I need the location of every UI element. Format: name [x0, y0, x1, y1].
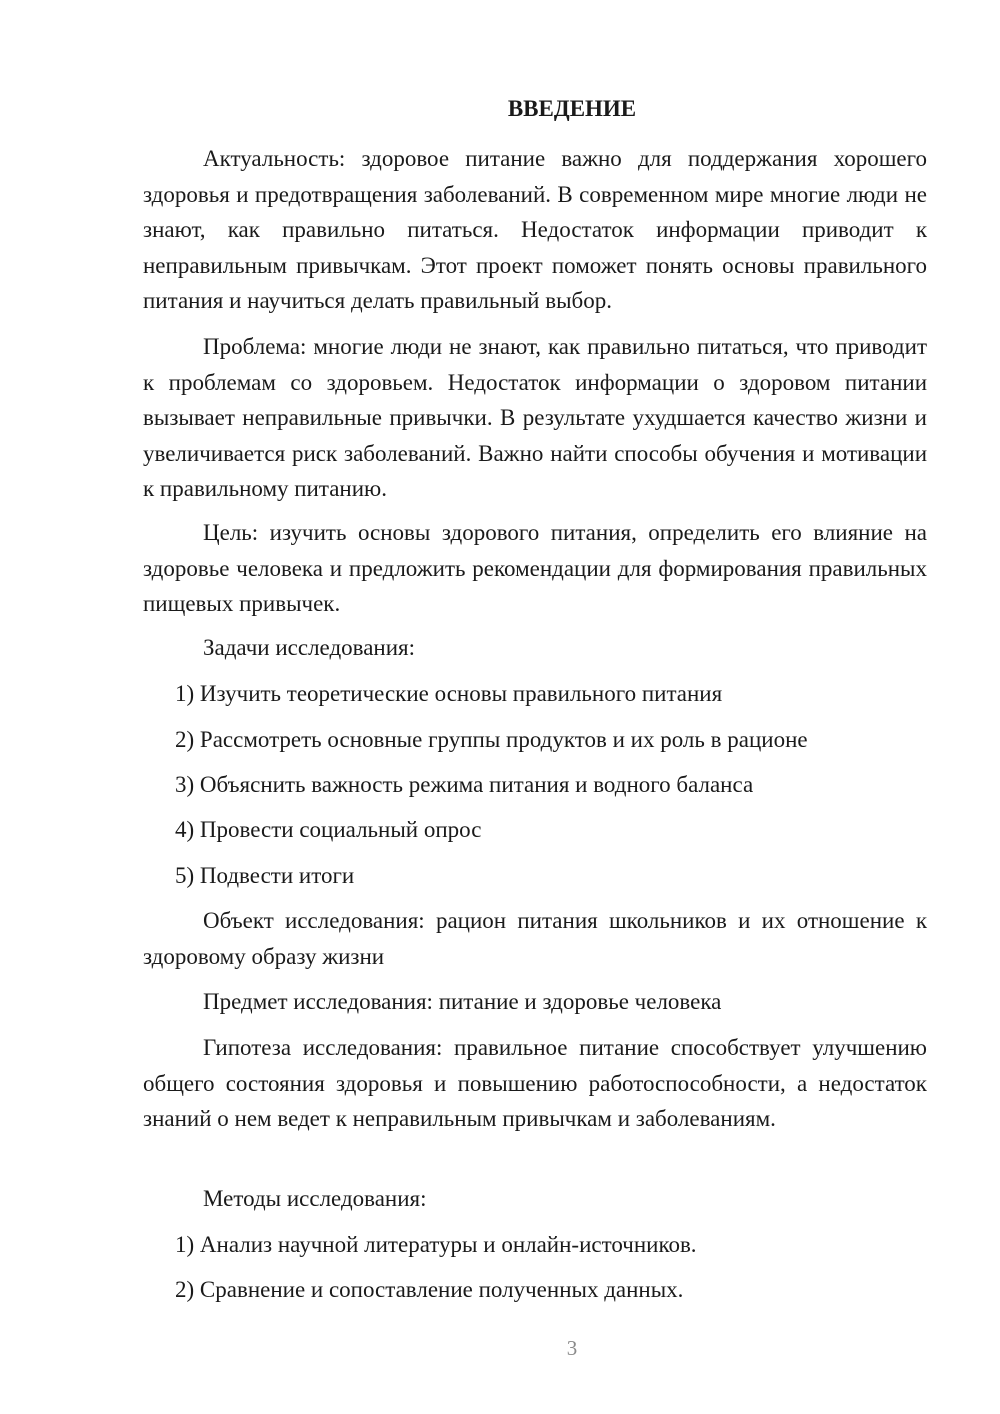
task-item: 2) Рассмотреть основные группы продуктов и их роль в рационе — [175, 727, 808, 752]
subject-line: Предмет исследования: питание и здоровье человека — [203, 989, 722, 1014]
tasks-heading: Задачи исследования: — [203, 635, 416, 660]
page-number: 3 — [566, 1336, 578, 1360]
task-item: 3) Объяснить важность режима питания и водного баланса — [175, 772, 754, 797]
task-item: 4) Провести социальный опрос — [175, 817, 482, 842]
method-item: 1) Анализ научной литературы и онлайн-источников. — [175, 1232, 697, 1257]
problem-paragraph: Проблема: многие люди не знают, как правильно питаться, что приводит к проблемам со здоровьем. Недостаток информации о здоровом питании вызывает неправильные привычки. В результате ухудшается качество жизни и увеличивается риск заболеваний. Важно найти способы обучения и мотивации к правильному питанию. — [143, 334, 927, 502]
hypothesis-paragraph: Гипотеза исследования: правильное питание способствует улучшению общего состояния здоровья и повышению работоспособности, а недостаток знаний о нем ведет к неправильным привычкам и заболеваниям. — [143, 1035, 927, 1132]
method-item: 2) Сравнение и сопоставление полученных данных. — [175, 1277, 684, 1302]
relevance-paragraph: Актуальность: здоровое питание важно для поддержания хорошего здоровья и предотвращения заболеваний. В современном мире многие люди не знают, как правильно питаться. Недостаток информации приводит к неправильным привычкам. Этот проект поможет понять основы правильного питания и научиться делать правильный выбор. — [143, 146, 927, 314]
object-paragraph: Объект исследования: рацион питания школьников и их отношение к здоровому образу жизни — [143, 908, 927, 969]
task-item: 1) Изучить теоретические основы правильного питания — [175, 681, 723, 706]
goal-paragraph: Цель: изучить основы здорового питания, определить его влияние на здоровье человека и предложить рекомендации для формирования правильных пищевых привычек. — [143, 520, 927, 617]
page-title: ВВЕДЕНИЕ — [507, 96, 637, 121]
methods-heading: Методы исследования: — [203, 1186, 427, 1211]
task-item: 5) Подвести итоги — [175, 863, 355, 888]
